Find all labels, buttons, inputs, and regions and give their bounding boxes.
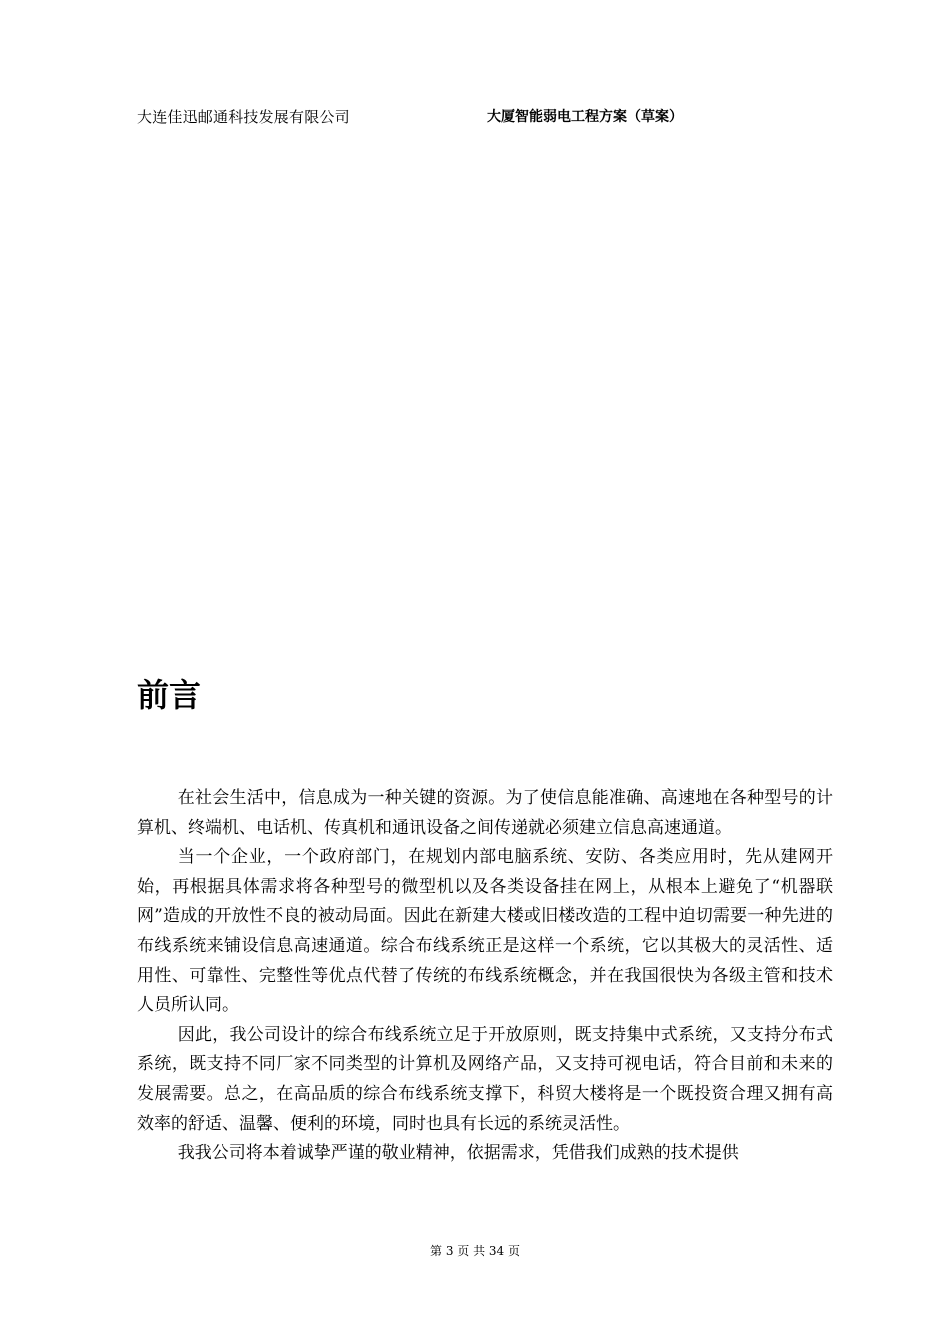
header-company-name: 大连佳迅邮通科技发展有限公司 bbox=[137, 108, 350, 126]
section-heading: 前言 bbox=[137, 676, 202, 714]
page-number-footer: 第 3 页 共 34 页 bbox=[430, 1244, 520, 1258]
paragraph: 我我公司将本着诚挚严谨的敬业精神，依据需求，凭借我们成熟的技术提供 bbox=[177, 1143, 739, 1164]
paragraph: 当一个企业，一个政府部门，在规划内部电脑系统、安防、各类应用时，先从建网开始，再根据具体需求将各种型号的微型机以及各类设备挂在网上，从根本上避免了“机器联网”造成的开放性不良的被动局面。因此在新建大楼或旧楼改造的工程中迫切需要一种先进的布线系统来铺设信息高速通道。综合布线系统正是这样一个系统，它以其极大的灵活性、适用性、可靠性、完整性等优点代替了传统的布线系统概念，并在我国很快为各级主管和技术人员所认同。 bbox=[137, 847, 833, 1016]
paragraph: 因此，我公司设计的综合布线系统立足于开放原则，既支持集中式系统，又支持分布式系统，既支持不同厂家不同类型的计算机及网络产品，又支持可视电话，符合目前和未来的发展需要。总之，在高品质的综合布线系统支撑下，科贸大楼将是一个既投资合理又拥有高效率的舒适、温馨、便利的环境，同时也具有长远的系统灵活性。 bbox=[137, 1024, 833, 1134]
body-text bbox=[137, 784, 833, 1169]
header-document-title: 大厦智能弱电工程方案（草案） bbox=[487, 109, 683, 125]
paragraph: 在社会生活中，信息成为一种关键的资源。为了使信息能准确、高速地在各种型号的计算机、终端机、电话机、传真机和通讯设备之间传递就必须建立信息高速通道。 bbox=[137, 788, 833, 838]
